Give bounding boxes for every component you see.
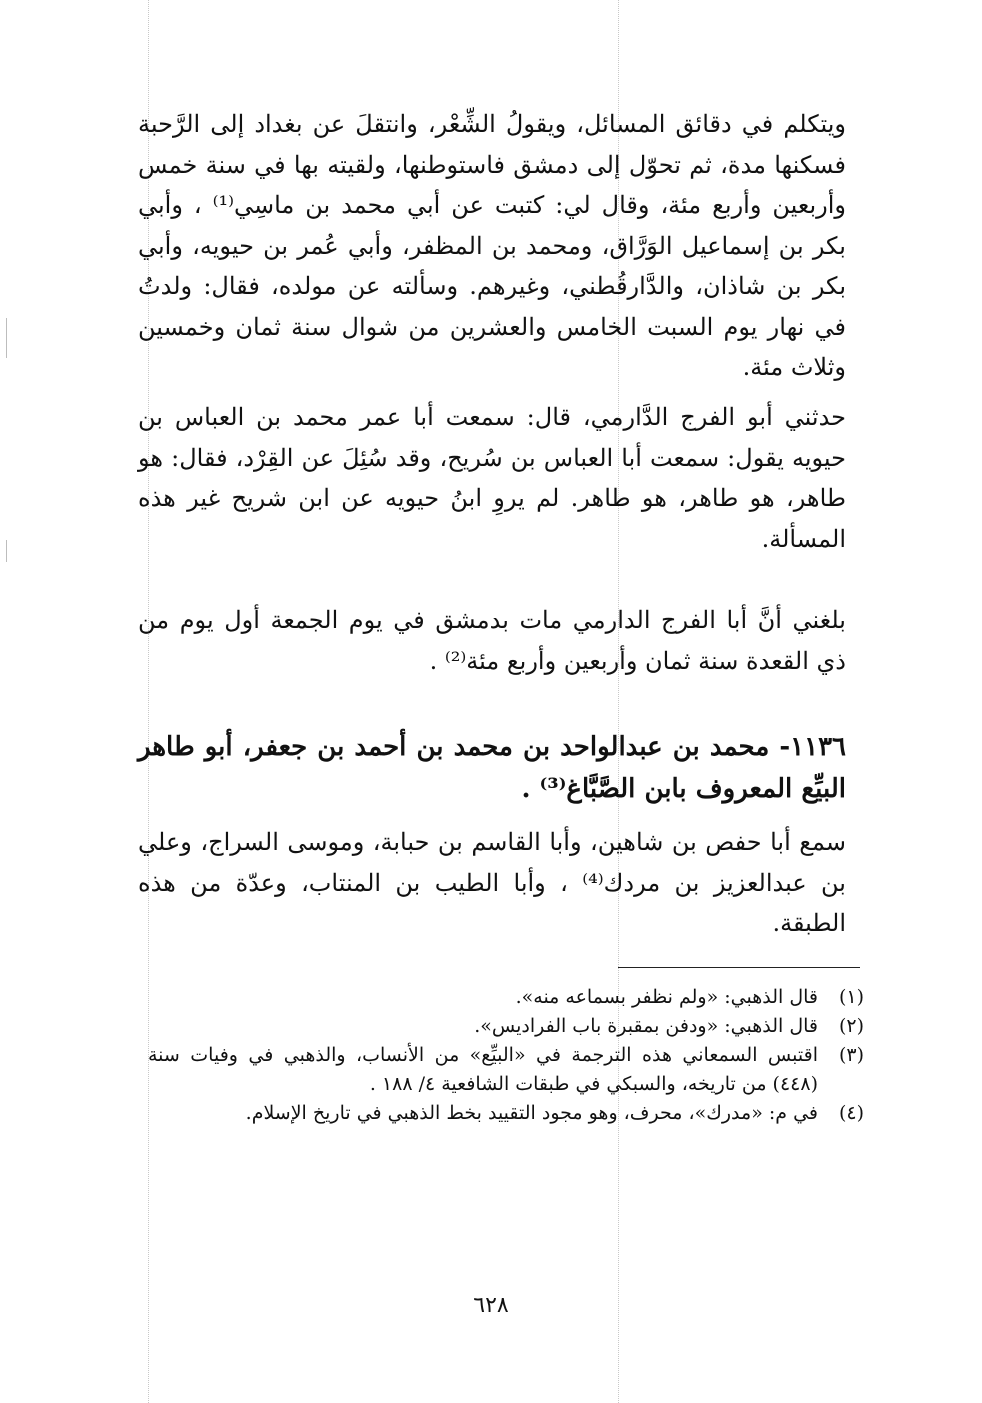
paragraph-1: ويتكلم في دقائق المسائل، ويقولُ الشِّعْر، وانتقلَ عن بغداد إلى الرَّحبة فسكنها مدة، ثم تحوّل إلى دمشق فاستوطنها، ولقيته بها في سنة خمس وأربعين وأربع مئة، وقال لي: كتبت عن أبي محمد بن ماسِي⁽¹⁾ ، وأبي بكر بن إسماعيل الوَرَّاق، ومحمد بن المظفر، وأبي عُمر بن حيويه، وأبي بكر بن شاذان، والدَّارقُطني، وغيرهم. وسألته عن مولده، فقال: ولدتُ في نهار يوم السبت الخامس والعشرين من شوال سنة ثمان وخمسين وثلاث مئة. <box>138 110 846 381</box>
footnotes-list <box>148 983 864 1128</box>
footnote-text: اقتبس السمعاني هذه الترجمة في «البيِّع» من الأنساب، والذهبي في وفيات سنة (٤٤٨) من تاريخه، والسبكي في طبقات الشافعية ٤/ ١٨٨ . <box>148 1044 818 1095</box>
paragraph-4: سمع أبا حفص بن شاهين، وأبا القاسم بن حبابة، وموسى السراج، وعلي بن عبدالعزيز بن مردك⁽⁴⁾ ، وأبا الطيب بن المنتاب، وعدّة من هذه الطبقة. <box>138 828 846 937</box>
footnote-text: قال الذهبي: «ودفن بمقبرة باب الفراديس». <box>474 1015 818 1037</box>
page-number: ٦٢٨ <box>473 1293 509 1318</box>
scan-edge-mark <box>6 318 7 358</box>
footnote-number: (٢) <box>838 1015 864 1037</box>
entry-heading: ١١٣٦- محمد بن عبدالواحد بن محمد بن أحمد بن جعفر، أبو طاهر البيِّع المعروف بابن الصَّبَّاغ⁽³⁾ . <box>138 732 846 804</box>
footnote-number: (٣) <box>838 1044 864 1066</box>
footnote-separator <box>618 967 860 968</box>
footnote-item <box>148 983 864 1012</box>
footnote-text: في م: «مدرك»، محرف، وهو مجود التقييد بخط الذهبي في تاريخ الإسلام. <box>245 1102 818 1124</box>
footnote-item <box>148 1012 864 1041</box>
footnote-number: (١) <box>838 986 864 1008</box>
paragraph-3: بلغني أنَّ أبا الفرج الدارمي مات بدمشق في يوم الجمعة أول يوم من ذي القعدة سنة ثمان وأربعين وأربع مئة⁽²⁾ . <box>138 606 846 675</box>
footnote-item <box>148 1099 864 1128</box>
scan-edge-mark <box>6 540 7 562</box>
footnote-number: (٤) <box>838 1102 864 1124</box>
footnote-text: قال الذهبي: «ولم نظفر بسماعه منه». <box>515 986 818 1008</box>
footnote-item <box>148 1041 864 1099</box>
paragraph-2: حدثني أبو الفرج الدَّارمي، قال: سمعت أبا عمر محمد بن العباس بن حيويه يقول: سمعت أبا العباس بن سُريح، وقد سُئِلَ عن القِرْد، فقال: هو طاهر، هو طاهر، هو طاهر. لم يروِ ابنُ حيويه عن ابن شريح غير هذه المسألة. <box>138 403 847 553</box>
